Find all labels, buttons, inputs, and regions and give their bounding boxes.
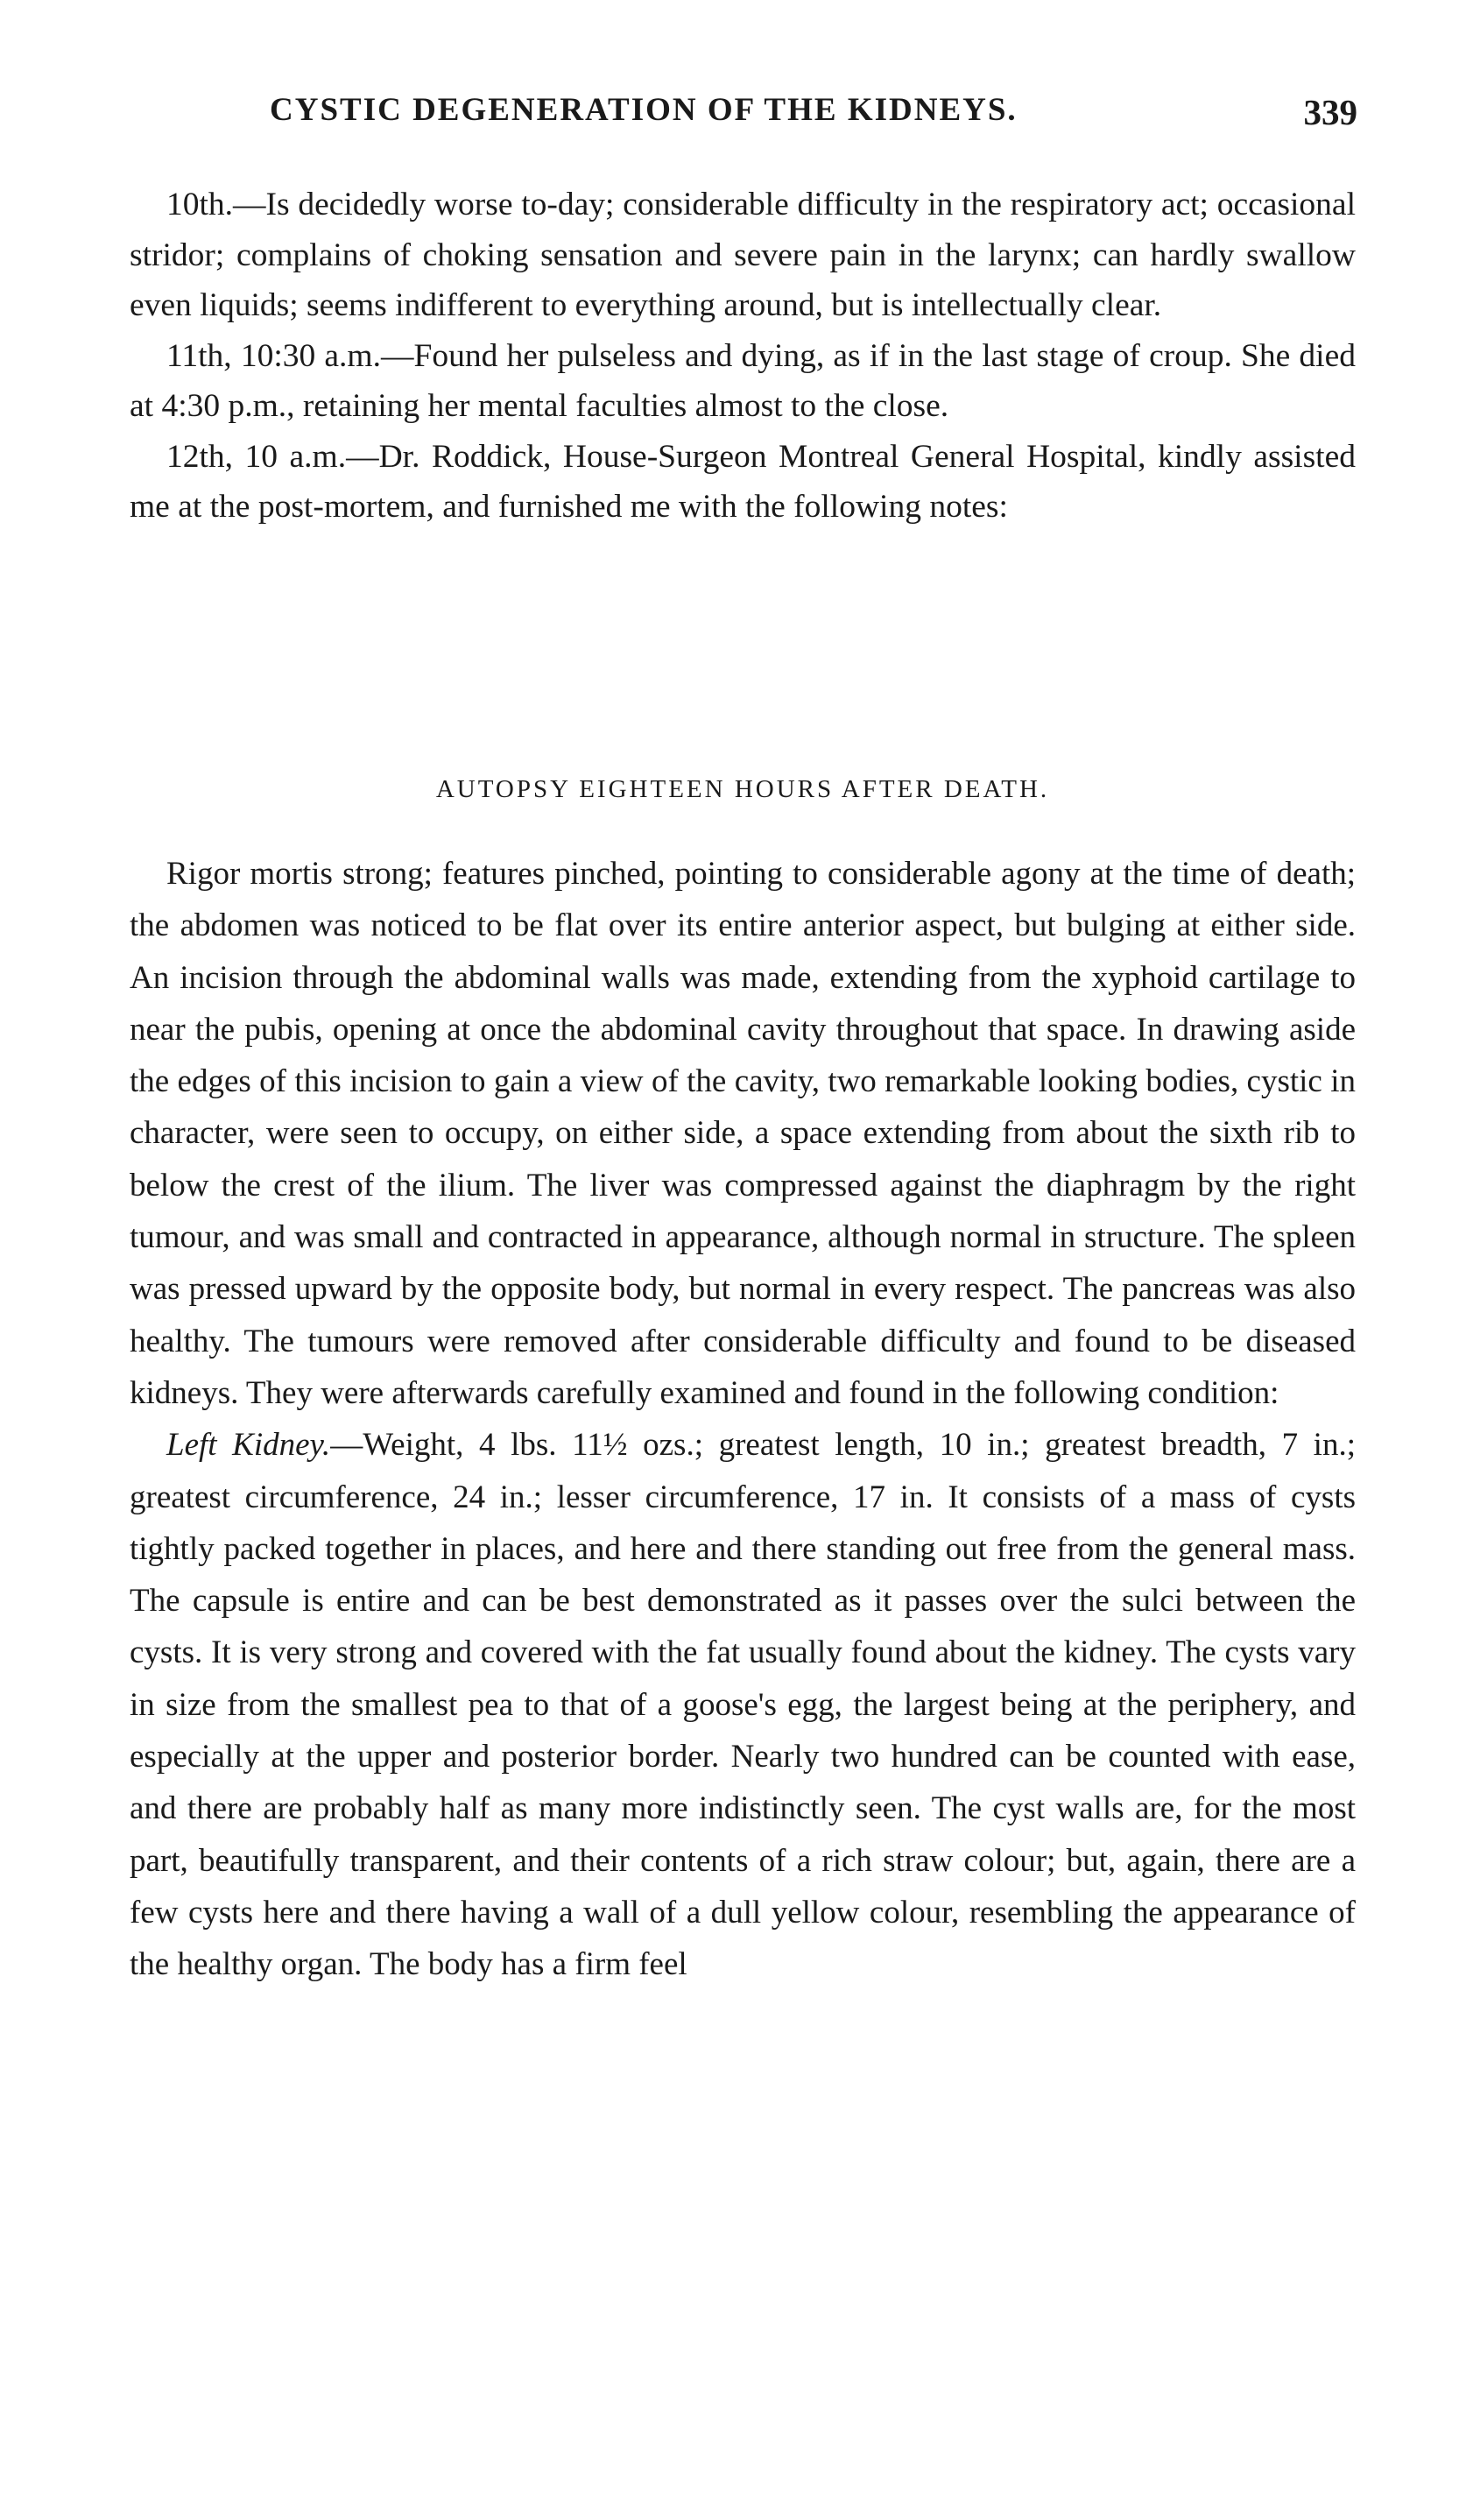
paragraph-12th: 12th, 10 a.m.—Dr. Roddick, House-Surgeon Montreal General Hospital, kindly assisted me at the post-mortem, and furnished me with the following notes: (130, 438, 1356, 525)
page-number: 339 (1303, 92, 1357, 132)
paragraph-10th: 10th.—Is decidedly worse to-day; considerable difficulty in the respiratory act; occasional stridor; complains of choking sensation and severe pain in the larynx; can hardly swallow even liquids; seems indifferent to everything around, but is intellectually clear. (130, 187, 1356, 323)
left-kidney-paragraph (130, 1419, 1356, 1990)
autopsy-paragraph: Rigor mortis strong; features pinched, pointing to considerable agony at the time of death; the abdomen was noticed to be flat over its entire anterior aspect, but bulging at either side. An incision through the abdominal walls was made, extending from the xyphoid cartilage to near the pubis, opening at once the abdominal cavity throughout that space. In drawing aside the edges of this incision to gain a view of the cavity, two remarkable looking bodies, cystic in character, were seen to occupy, on either side, a space extending from about the sixth rib to below the crest of the ilium. The liver was compressed against the diaphragm by the right tumour, and was small and contracted in appearance, although normal in structure. The spleen was pressed upward by the opposite body, but normal in every respect. The pancreas was also healthy. The tumours were removed after considerable difficulty and found to be diseased kidneys. They were afterwards carefully examined and found in the following condition: (130, 856, 1356, 1411)
left-kidney-label: Left Kidney. (166, 1427, 331, 1464)
left-kidney-text: —Weight, 4 lbs. 11½ ozs.; greatest length, 10 in.; greatest breadth, 7 in.; greatest circumference, 24 in.; lesser circumference, 17 in. It consists of a mass of cysts tightly packed together in places, and here and there standing out free from the general mass. The capsule is entire and can be best demonstrated as it passes over the sulci between the cysts. It is very strong and covered with the fat usually found about the kidney. The cysts vary in size from the smallest pea to that of a goose's egg, the largest being at the periphery, and especially at the upper and posterior border. Nearly two hundred can be counted with ease, and there are probably half as many more indistinctly seen. The cyst walls are, for the most part, beautifully transparent, and their contents of a rich straw colour; but, again, there are a few cysts here and there having a wall of a dull yellow colour, resembling the appearance of the healthy organ. The body has a firm feel (130, 1427, 1356, 1983)
running-title: CYSTIC DEGENERATION OF THE KIDNEYS. (270, 92, 1018, 128)
clinical-notes (130, 180, 1356, 533)
autopsy-notes (130, 848, 1356, 1991)
running-head (130, 91, 1357, 152)
paragraph-11th: 11th, 10:30 a.m.—Found her pulseless and dying, as if in the last stage of croup. She died at 4:30 p.m., retaining her mental faculties almost to the close. (130, 337, 1356, 424)
section-heading: AUTOPSY EIGHTEEN HOURS AFTER DEATH. (435, 775, 1050, 803)
